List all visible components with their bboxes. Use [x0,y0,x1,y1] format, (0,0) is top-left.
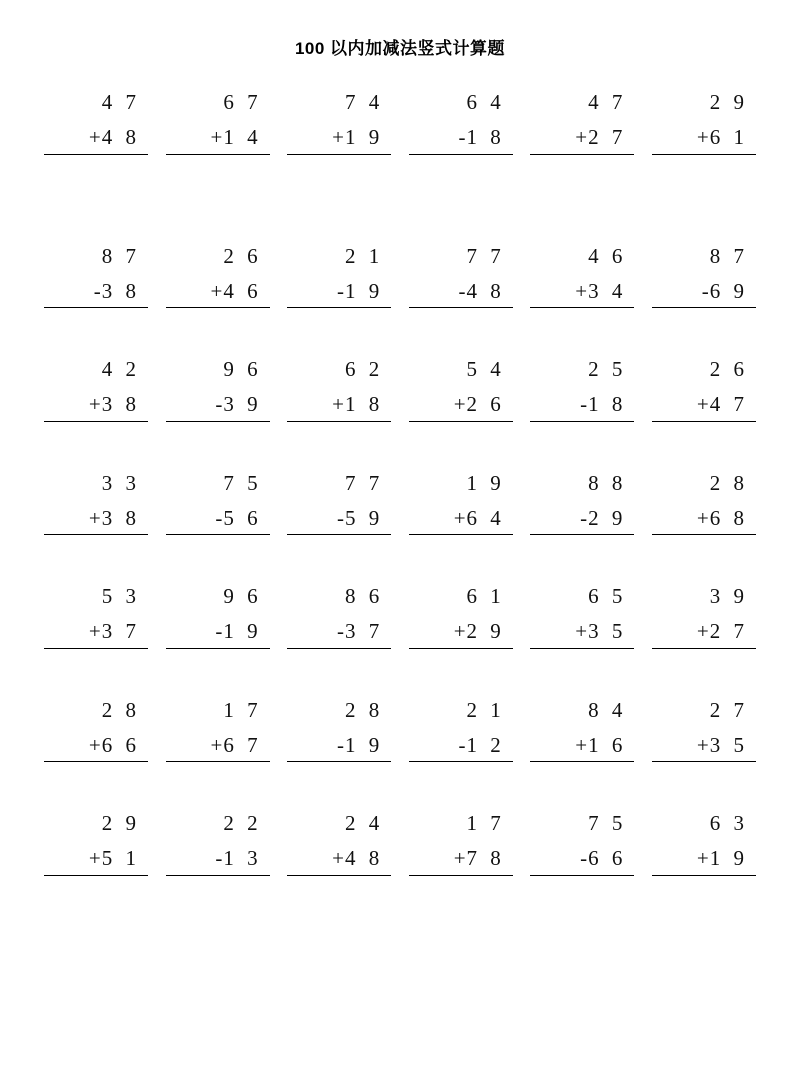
vertical-problem [409,89,513,155]
vertical-problem [166,697,270,763]
operand-bottom-line [166,391,270,421]
operator-symbol: + [88,619,101,644]
operator-symbol: - [215,392,223,417]
operand-bottom: 1 8 [466,125,505,150]
operand-bottom: 5 1 [101,846,140,871]
operand-bottom: 2 6 [466,392,505,417]
vertical-problem [652,583,756,649]
operand-bottom-line [287,618,391,648]
operand-bottom-line [166,124,270,154]
operand-bottom: 1 8 [344,392,384,417]
operand-bottom-line [652,732,756,762]
vertical-problem [166,356,270,422]
operand-bottom-line [166,505,270,535]
operator-symbol: - [215,846,223,871]
operator-symbol: - [215,619,223,644]
operator-symbol: + [575,278,588,303]
operand-bottom: 1 3 [223,846,262,871]
operand-bottom: 6 1 [709,125,748,150]
vertical-problem [44,583,148,649]
operator-symbol: + [696,392,709,417]
operand-bottom-line [409,124,513,154]
operand-top: 2 8 [101,697,140,722]
operand-bottom-line [166,618,270,648]
vertical-problem [530,697,634,763]
operator-symbol: + [696,619,709,644]
operator-symbol: - [336,278,344,303]
operand-bottom-line [652,505,756,535]
problem-row [44,243,756,309]
vertical-problem [530,243,634,309]
operand-top: 6 5 [588,584,627,608]
operand-bottom-line [409,618,513,648]
operand-top: 4 7 [101,90,140,114]
vertical-problem [409,243,513,309]
operand-bottom-line [652,845,756,875]
operand-bottom: 1 9 [709,846,748,871]
operand-bottom: 2 7 [709,619,748,644]
operand-bottom: 4 8 [101,125,140,150]
vertical-problem [287,470,391,536]
operand-top: 3 9 [709,584,748,608]
operand-bottom-line [530,618,634,648]
operand-bottom: 1 9 [344,732,384,757]
operator-symbol: - [458,278,466,303]
operand-top: 8 4 [588,697,627,722]
operator-symbol: + [332,846,344,871]
operand-bottom-line [44,732,148,762]
operand-top: 7 5 [223,470,262,495]
operand-bottom: 3 7 [344,619,384,644]
operand-top: 5 3 [101,584,140,608]
operator-symbol: + [696,505,709,530]
vertical-problem [409,810,513,876]
operand-top: 2 1 [466,697,505,722]
operand-bottom: 2 9 [466,619,505,644]
vertical-problem [166,243,270,309]
operator-symbol: + [210,732,223,757]
operand-bottom-line [44,618,148,648]
vertical-problem [287,583,391,649]
operand-bottom-line [409,391,513,421]
operator-symbol: + [88,732,101,757]
operand-bottom: 3 8 [101,278,140,303]
operand-bottom-line [287,845,391,875]
operand-bottom-line [287,278,391,308]
operand-bottom: 2 7 [588,125,627,150]
vertical-problem [652,243,756,309]
operator-symbol: + [332,125,344,150]
operand-top: 4 2 [101,357,140,381]
operator-symbol: + [575,732,588,757]
operand-bottom: 1 6 [588,732,627,757]
operator-symbol: + [453,392,466,417]
operand-bottom: 3 9 [223,392,262,417]
operand-bottom: 3 7 [101,619,140,644]
operand-bottom-line [287,505,391,535]
operand-bottom-line [44,124,148,154]
vertical-problem [44,243,148,309]
operand-bottom-line [44,391,148,421]
operand-bottom: 4 7 [709,392,748,417]
operator-symbol: + [453,619,466,644]
operand-bottom: 6 4 [466,505,505,530]
operand-top: 2 9 [709,90,748,114]
vertical-problem [652,810,756,876]
operand-top: 9 6 [223,584,262,608]
operand-bottom-line [409,505,513,535]
operator-symbol: - [458,732,466,757]
operand-bottom-line [652,124,756,154]
operand-top: 7 4 [344,90,384,114]
vertical-problem [530,583,634,649]
operand-top: 2 6 [709,357,748,381]
vertical-problem [530,89,634,155]
problem-row [44,697,756,763]
operand-bottom-line [530,505,634,535]
vertical-problem [530,810,634,876]
operand-bottom-line [530,391,634,421]
operand-bottom-line [409,278,513,308]
operand-top: 2 2 [223,811,262,835]
operator-symbol: + [453,846,466,871]
operand-top: 2 8 [344,697,384,722]
operand-top: 8 7 [101,243,140,268]
operand-bottom: 5 6 [223,505,262,530]
operand-top: 8 8 [588,470,627,495]
operator-symbol: - [336,732,344,757]
operand-bottom: 7 8 [466,846,505,871]
vertical-problem [652,697,756,763]
operand-bottom-line [530,278,634,308]
operand-top: 1 7 [223,697,262,722]
operand-bottom: 1 8 [588,392,627,417]
operand-top: 6 4 [466,90,505,114]
operand-top: 3 3 [101,470,140,495]
problem-row [44,470,756,536]
operator-symbol: - [701,278,709,303]
operand-top: 8 6 [344,584,384,608]
operator-symbol: + [332,392,344,417]
operand-bottom: 3 5 [709,732,748,757]
vertical-problem [287,810,391,876]
operand-top: 6 7 [223,90,262,114]
operator-symbol: - [580,392,588,417]
vertical-problem [409,470,513,536]
problem-grid [44,89,756,876]
operand-top: 9 6 [223,357,262,381]
vertical-problem [287,697,391,763]
vertical-problem [409,697,513,763]
vertical-problem [44,697,148,763]
operand-top: 6 2 [344,357,384,381]
operand-top: 4 6 [588,243,627,268]
vertical-problem [287,356,391,422]
operand-top: 2 8 [709,470,748,495]
operand-bottom: 1 4 [223,125,262,150]
operand-top: 6 3 [709,811,748,835]
vertical-problem [287,89,391,155]
operator-symbol: - [336,505,344,530]
vertical-problem [287,243,391,309]
vertical-problem [652,356,756,422]
operator-symbol: + [210,125,223,150]
operand-bottom: 6 6 [588,846,627,871]
operator-symbol: - [580,846,588,871]
operand-bottom: 6 9 [709,278,748,303]
problem-row [44,583,756,649]
operator-symbol: + [210,278,223,303]
operand-top: 2 5 [588,357,627,381]
operator-symbol: - [93,278,101,303]
operand-bottom: 4 8 [466,278,505,303]
operand-bottom: 4 8 [344,846,384,871]
vertical-problem [166,810,270,876]
operand-bottom: 1 9 [223,619,262,644]
vertical-problem [409,356,513,422]
operator-symbol: + [575,619,588,644]
operator-symbol: + [575,125,588,150]
vertical-problem [409,583,513,649]
operator-symbol: - [336,619,344,644]
operator-symbol: + [88,505,101,530]
operand-bottom-line [652,278,756,308]
operand-bottom-line [44,845,148,875]
operator-symbol: + [88,392,101,417]
operand-bottom-line [530,732,634,762]
operand-bottom-line [166,278,270,308]
operand-bottom-line [166,732,270,762]
problem-row [44,89,756,155]
operator-symbol: + [453,505,466,530]
vertical-problem [44,89,148,155]
operand-bottom: 6 7 [223,732,262,757]
operand-bottom: 2 9 [588,505,627,530]
operand-bottom-line [530,845,634,875]
vertical-problem [652,470,756,536]
vertical-problem [166,470,270,536]
operand-bottom: 1 9 [344,125,384,150]
problem-row [44,810,756,876]
operator-symbol: + [88,846,101,871]
operator-symbol: - [458,125,466,150]
operand-bottom: 3 8 [101,392,140,417]
operand-bottom: 3 4 [588,278,627,303]
operand-bottom: 1 9 [344,278,384,303]
operand-bottom-line [287,391,391,421]
vertical-problem [530,470,634,536]
page-title: 100 以内加减法竖式计算题 [294,39,506,58]
operator-symbol: + [696,732,709,757]
operand-top: 2 4 [344,811,384,835]
operand-bottom: 4 6 [223,278,262,303]
operand-bottom: 6 8 [709,505,748,530]
operand-top: 1 9 [466,470,505,495]
vertical-problem [652,89,756,155]
operand-bottom-line [44,505,148,535]
vertical-problem [44,810,148,876]
vertical-problem [530,356,634,422]
operator-symbol: - [215,505,223,530]
operator-symbol: + [696,125,709,150]
vertical-problem [166,89,270,155]
operand-top: 7 7 [466,243,505,268]
problem-row [44,356,756,422]
operand-top: 7 7 [344,470,384,495]
vertical-problem [44,356,148,422]
operand-bottom-line [409,732,513,762]
operand-bottom-line [409,845,513,875]
operator-symbol: + [696,846,709,871]
operand-bottom: 3 5 [588,619,627,644]
operand-top: 2 1 [344,243,384,268]
operand-top: 5 4 [466,357,505,381]
operand-top: 2 9 [101,811,140,835]
operator-symbol: + [88,125,101,150]
operand-top: 1 7 [466,811,505,835]
operand-bottom: 1 2 [466,732,505,757]
operand-bottom-line [530,124,634,154]
operator-symbol: - [580,505,588,530]
operand-top: 2 6 [223,243,262,268]
operand-bottom: 5 9 [344,505,384,530]
vertical-problem [44,470,148,536]
operand-bottom: 3 8 [101,505,140,530]
operand-top: 4 7 [588,90,627,114]
operand-bottom-line [287,732,391,762]
operand-top: 2 7 [709,697,748,722]
operand-bottom-line [652,618,756,648]
operand-bottom-line [44,278,148,308]
operand-top: 7 5 [588,811,627,835]
operand-bottom: 6 6 [101,732,140,757]
operand-top: 6 1 [466,584,505,608]
vertical-problem [166,583,270,649]
operand-top: 8 7 [709,243,748,268]
operand-bottom-line [166,845,270,875]
operand-bottom-line [287,124,391,154]
operand-bottom-line [652,391,756,421]
